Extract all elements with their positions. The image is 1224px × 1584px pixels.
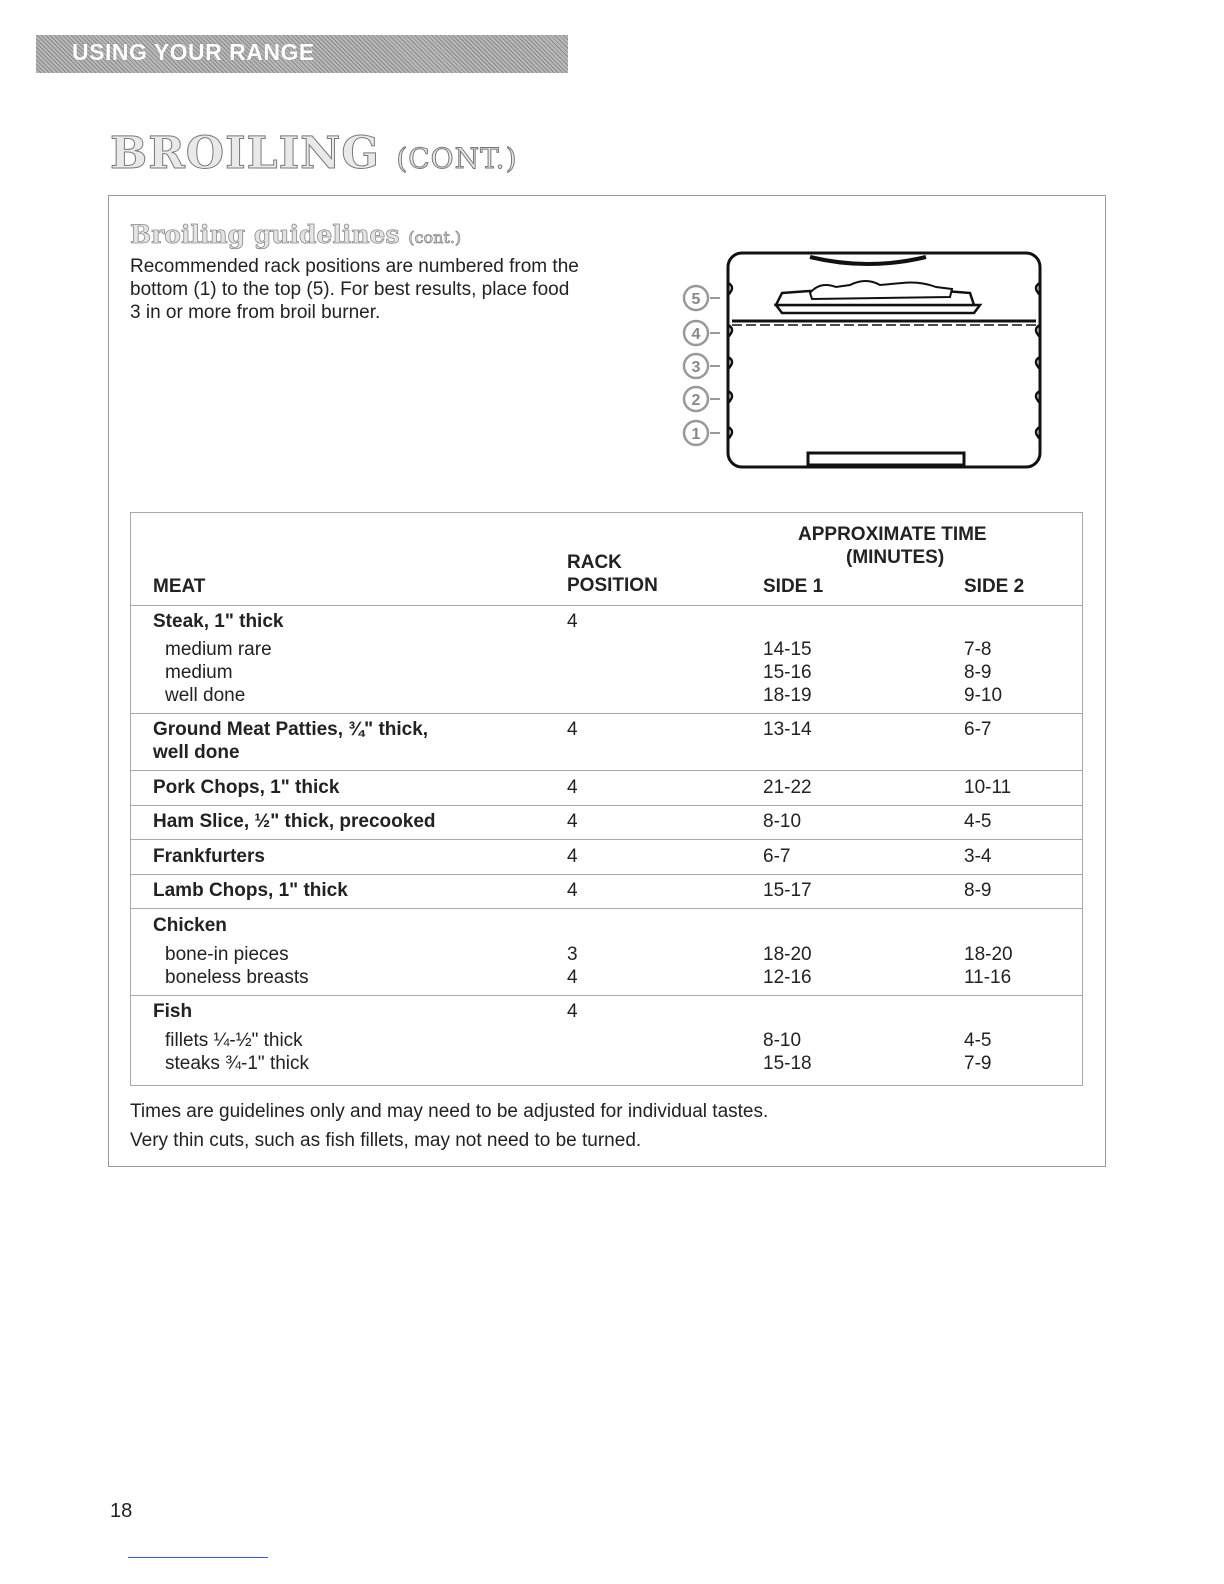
table-divider bbox=[131, 713, 1082, 714]
svg-text:3: 3 bbox=[691, 359, 701, 376]
sub-label: medium bbox=[165, 662, 233, 683]
page-title-cont: (CONT.) bbox=[396, 142, 518, 175]
section-heading-text: Broiling guidelines bbox=[130, 220, 400, 249]
meat-name: Ground Meat Patties, ¾" thick, bbox=[153, 719, 429, 740]
meat-name: Steak, 1" thick bbox=[153, 611, 284, 632]
side1-time: 15-16 bbox=[763, 662, 812, 683]
table-divider bbox=[131, 805, 1082, 806]
rack-position-2 bbox=[684, 387, 720, 411]
side1-time: 15-18 bbox=[763, 1053, 812, 1074]
note-line: Very thin cuts, such as fish fillets, may not need to be turned. bbox=[130, 1130, 642, 1151]
footer-rule bbox=[128, 1557, 268, 1558]
rack-position-4 bbox=[684, 321, 720, 345]
side2-time: 6-7 bbox=[964, 719, 992, 740]
rack-position: 4 bbox=[567, 967, 578, 988]
col-header-position: POSITION bbox=[567, 575, 658, 596]
side1-time: 21-22 bbox=[763, 777, 812, 798]
meat-name-line2: well done bbox=[153, 742, 240, 763]
col-header-meat: MEAT bbox=[153, 576, 206, 597]
rack-position: 4 bbox=[567, 1001, 578, 1022]
side1-time: 15-17 bbox=[763, 880, 812, 901]
side2-time: 8-9 bbox=[964, 662, 992, 683]
rack-position-3 bbox=[684, 354, 720, 378]
side2-time: 4-5 bbox=[964, 811, 992, 832]
col-header-approx-time: APPROXIMATE TIME bbox=[798, 524, 987, 545]
section-heading bbox=[130, 220, 461, 249]
col-header-minutes: (MINUTES) bbox=[846, 547, 945, 568]
table-divider bbox=[131, 874, 1082, 875]
svg-text:2: 2 bbox=[691, 392, 701, 409]
meat-name: Lamb Chops, 1" thick bbox=[153, 880, 348, 901]
note-line: Times are guidelines only and may need to be adjusted for individual tastes. bbox=[130, 1101, 769, 1122]
side1-time: 18-20 bbox=[763, 944, 812, 965]
oven-rack-diagram bbox=[670, 245, 1050, 475]
intro-paragraph bbox=[130, 255, 620, 324]
meat-name: Pork Chops, 1" thick bbox=[153, 777, 340, 798]
svg-text:4: 4 bbox=[691, 326, 701, 343]
intro-line: Recommended rack positions are numbered from the bbox=[130, 256, 579, 277]
side2-time: 3-4 bbox=[964, 846, 992, 867]
table-divider bbox=[131, 770, 1082, 771]
col-header-side2: SIDE 2 bbox=[964, 576, 1025, 597]
side1-time: 12-16 bbox=[763, 967, 812, 988]
meat-name: Fish bbox=[153, 1001, 193, 1022]
table-notes bbox=[130, 1097, 768, 1155]
meat-name: Ham Slice, ½" thick, precooked bbox=[153, 811, 436, 832]
rack-position: 4 bbox=[567, 719, 578, 740]
section-banner bbox=[36, 35, 568, 73]
intro-line: bottom (1) to the top (5). For best results, place food bbox=[130, 279, 570, 300]
side1-time: 8-10 bbox=[763, 1030, 802, 1051]
rack-position-1 bbox=[684, 421, 720, 445]
table-divider bbox=[131, 908, 1082, 909]
broiling-table bbox=[130, 512, 1083, 1086]
rack-position-5 bbox=[684, 286, 720, 310]
bake-burner bbox=[808, 453, 964, 465]
table-divider bbox=[131, 995, 1082, 996]
side2-time: 7-8 bbox=[964, 639, 992, 660]
col-header-side1: SIDE 1 bbox=[763, 576, 824, 597]
rack-position: 4 bbox=[567, 777, 578, 798]
svg-text:5: 5 bbox=[691, 291, 701, 308]
side2-time: 9-10 bbox=[964, 685, 1003, 706]
side2-time: 10-11 bbox=[964, 777, 1012, 798]
rack-position: 4 bbox=[567, 811, 578, 832]
intro-line: 3 in or more from broil burner. bbox=[130, 302, 381, 323]
page-title-main: BROILING bbox=[110, 128, 380, 179]
sub-label: steaks ¾-1" thick bbox=[165, 1053, 310, 1074]
table-divider bbox=[131, 839, 1082, 840]
side2-time: 11-16 bbox=[964, 967, 1012, 988]
rack-position: 3 bbox=[567, 944, 578, 965]
meat-name: Chicken bbox=[153, 915, 227, 936]
banner-text: USING YOUR RANGE bbox=[72, 39, 315, 65]
col-header-rack: RACK bbox=[567, 552, 622, 573]
rack-position: 4 bbox=[567, 880, 578, 901]
sub-label: boneless breasts bbox=[165, 967, 309, 988]
rack-position: 4 bbox=[567, 611, 578, 632]
meat-name: Frankfurters bbox=[153, 846, 265, 867]
side1-time: 8-10 bbox=[763, 811, 802, 832]
side2-time: 8-9 bbox=[964, 880, 992, 901]
svg-text:1: 1 bbox=[691, 426, 701, 443]
side2-time: 18-20 bbox=[964, 944, 1013, 965]
side1-time: 18-19 bbox=[763, 685, 812, 706]
side2-time: 4-5 bbox=[964, 1030, 992, 1051]
side1-time: 14-15 bbox=[763, 639, 812, 660]
table-divider bbox=[131, 605, 1082, 606]
sub-label: well done bbox=[165, 685, 246, 706]
sub-label: fillets ¼-½" thick bbox=[165, 1030, 303, 1051]
side1-time: 6-7 bbox=[763, 846, 791, 867]
sub-label: bone-in pieces bbox=[165, 944, 289, 965]
page-title bbox=[110, 128, 518, 179]
section-heading-cont: (cont.) bbox=[408, 228, 462, 247]
rack-position: 4 bbox=[567, 846, 578, 867]
side2-time: 7-9 bbox=[964, 1053, 992, 1074]
page-number: 18 bbox=[110, 1500, 133, 1522]
side1-time: 13-14 bbox=[763, 719, 812, 740]
sub-label: medium rare bbox=[165, 639, 272, 660]
